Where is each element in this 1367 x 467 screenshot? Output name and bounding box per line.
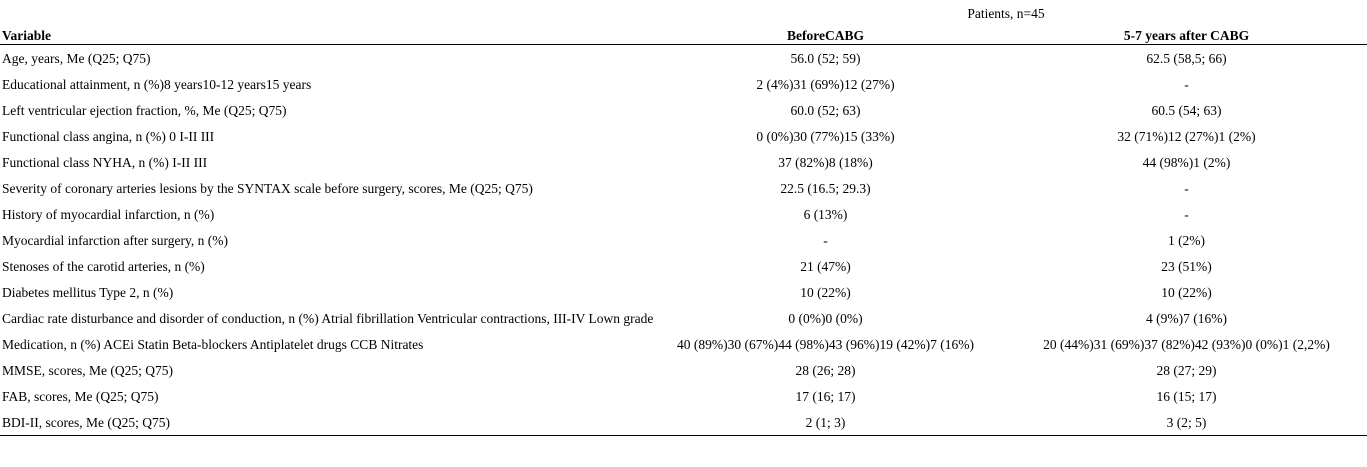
table-row <box>0 305 1367 331</box>
row-value-after: 32 (71%)12 (27%)1 (2%) <box>1117 128 1256 144</box>
table-row <box>0 175 1367 201</box>
table-row <box>0 227 1367 253</box>
row-value-after: 20 (44%)31 (69%)37 (82%)42 (93%)0 (0%)1 (2,2%) <box>1043 336 1330 352</box>
row-variable-label: History of myocardial infarction, n (%) <box>2 206 215 222</box>
table-column-header-row <box>0 22 1367 45</box>
table-row <box>0 123 1367 149</box>
row-variable-label: Age, years, Me (Q25; Q75) <box>2 50 151 66</box>
row-value-after: - <box>1184 206 1189 222</box>
row-value-after: 44 (98%)1 (2%) <box>1142 154 1231 170</box>
group-header-patients: Patients, n=45 <box>967 6 1045 21</box>
row-variable-label: Myocardial infarction after surgery, n (%) <box>2 232 229 248</box>
row-value-after: 23 (51%) <box>1161 258 1212 274</box>
table-row <box>0 409 1367 435</box>
row-value-before: 2 (4%)31 (69%)12 (27%) <box>756 76 895 92</box>
row-variable-label: Stenoses of the carotid arteries, n (%) <box>2 258 205 274</box>
row-value-before: 21 (47%) <box>800 258 851 274</box>
table-row <box>0 45 1367 71</box>
row-variable-label: Left ventricular ejection fraction, %, Me (Q25; Q75) <box>2 102 287 118</box>
table-row <box>0 149 1367 175</box>
table-row <box>0 71 1367 97</box>
row-variable-label: Medication, n (%) ACEi Statin Beta-blockers Antiplatelet drugs CCB Nitrates <box>2 336 424 352</box>
row-variable-label: Severity of coronary arteries lesions by the SYNTAX scale before surgery, scores, Me (Q25; Q75) <box>2 180 533 196</box>
table-group-header-row <box>0 0 1367 22</box>
row-value-after: 62.5 (58,5; 66) <box>1146 50 1227 66</box>
row-value-before: 0 (0%)0 (0%) <box>788 310 863 326</box>
row-value-before: - <box>823 232 828 248</box>
table-row <box>0 97 1367 123</box>
row-value-before: 17 (16; 17) <box>795 388 856 404</box>
table-row <box>0 331 1367 357</box>
row-variable-label: BDI-II, scores, Me (Q25; Q75) <box>2 414 170 430</box>
table-row <box>0 201 1367 227</box>
row-variable-label: Educational attainment, n (%)8 years10-12 years15 years <box>2 76 312 92</box>
row-value-after: - <box>1184 180 1189 196</box>
table-bottom-rule <box>0 435 1367 436</box>
row-value-before: 60.0 (52; 63) <box>790 102 861 118</box>
row-value-after: 10 (22%) <box>1161 284 1212 300</box>
row-value-before: 0 (0%)30 (77%)15 (33%) <box>756 128 895 144</box>
row-value-after: 28 (27; 29) <box>1156 362 1217 378</box>
row-value-after: 4 (9%)7 (16%) <box>1146 310 1227 326</box>
row-variable-label: Functional class angina, n (%) 0 I-II III <box>2 128 215 144</box>
row-variable-label: Functional class NYHA, n (%) I-II III <box>2 154 208 170</box>
row-value-before: 28 (26; 28) <box>795 362 856 378</box>
row-value-after: 1 (2%) <box>1167 232 1206 248</box>
row-value-after: 3 (2; 5) <box>1166 414 1207 430</box>
row-value-before: 10 (22%) <box>800 284 851 300</box>
row-value-before: 2 (1; 3) <box>805 414 846 430</box>
row-value-before: 22.5 (16.5; 29.3) <box>780 180 871 196</box>
table-row <box>0 357 1367 383</box>
row-variable-label: FAB, scores, Me (Q25; Q75) <box>2 388 159 404</box>
table-row <box>0 253 1367 279</box>
column-header-after-cabg: 5-7 years after CABG <box>1123 28 1250 43</box>
row-value-before: 6 (13%) <box>803 206 848 222</box>
row-variable-label: Cardiac rate disturbance and disorder of conduction, n (%) Atrial fibrillation Ventricular contractions, III-IV Lown grade <box>2 310 654 326</box>
row-value-after: 60.5 (54; 63) <box>1151 102 1222 118</box>
row-value-after: 16 (15; 17) <box>1156 388 1217 404</box>
row-value-before: 40 (89%)30 (67%)44 (98%)43 (96%)19 (42%)7 (16%) <box>677 336 974 352</box>
row-value-before: 56.0 (52; 59) <box>790 50 861 66</box>
column-header-variable: Variable <box>2 28 52 43</box>
column-header-before-cabg: BeforeCABG <box>787 28 864 43</box>
row-value-after: - <box>1184 76 1189 92</box>
row-variable-label: MMSE, scores, Me (Q25; Q75) <box>2 362 173 378</box>
table-row <box>0 279 1367 305</box>
row-variable-label: Diabetes mellitus Type 2, n (%) <box>2 284 174 300</box>
row-value-before: 37 (82%)8 (18%) <box>778 154 873 170</box>
table-row <box>0 383 1367 409</box>
group-header-spacer <box>0 0 645 22</box>
